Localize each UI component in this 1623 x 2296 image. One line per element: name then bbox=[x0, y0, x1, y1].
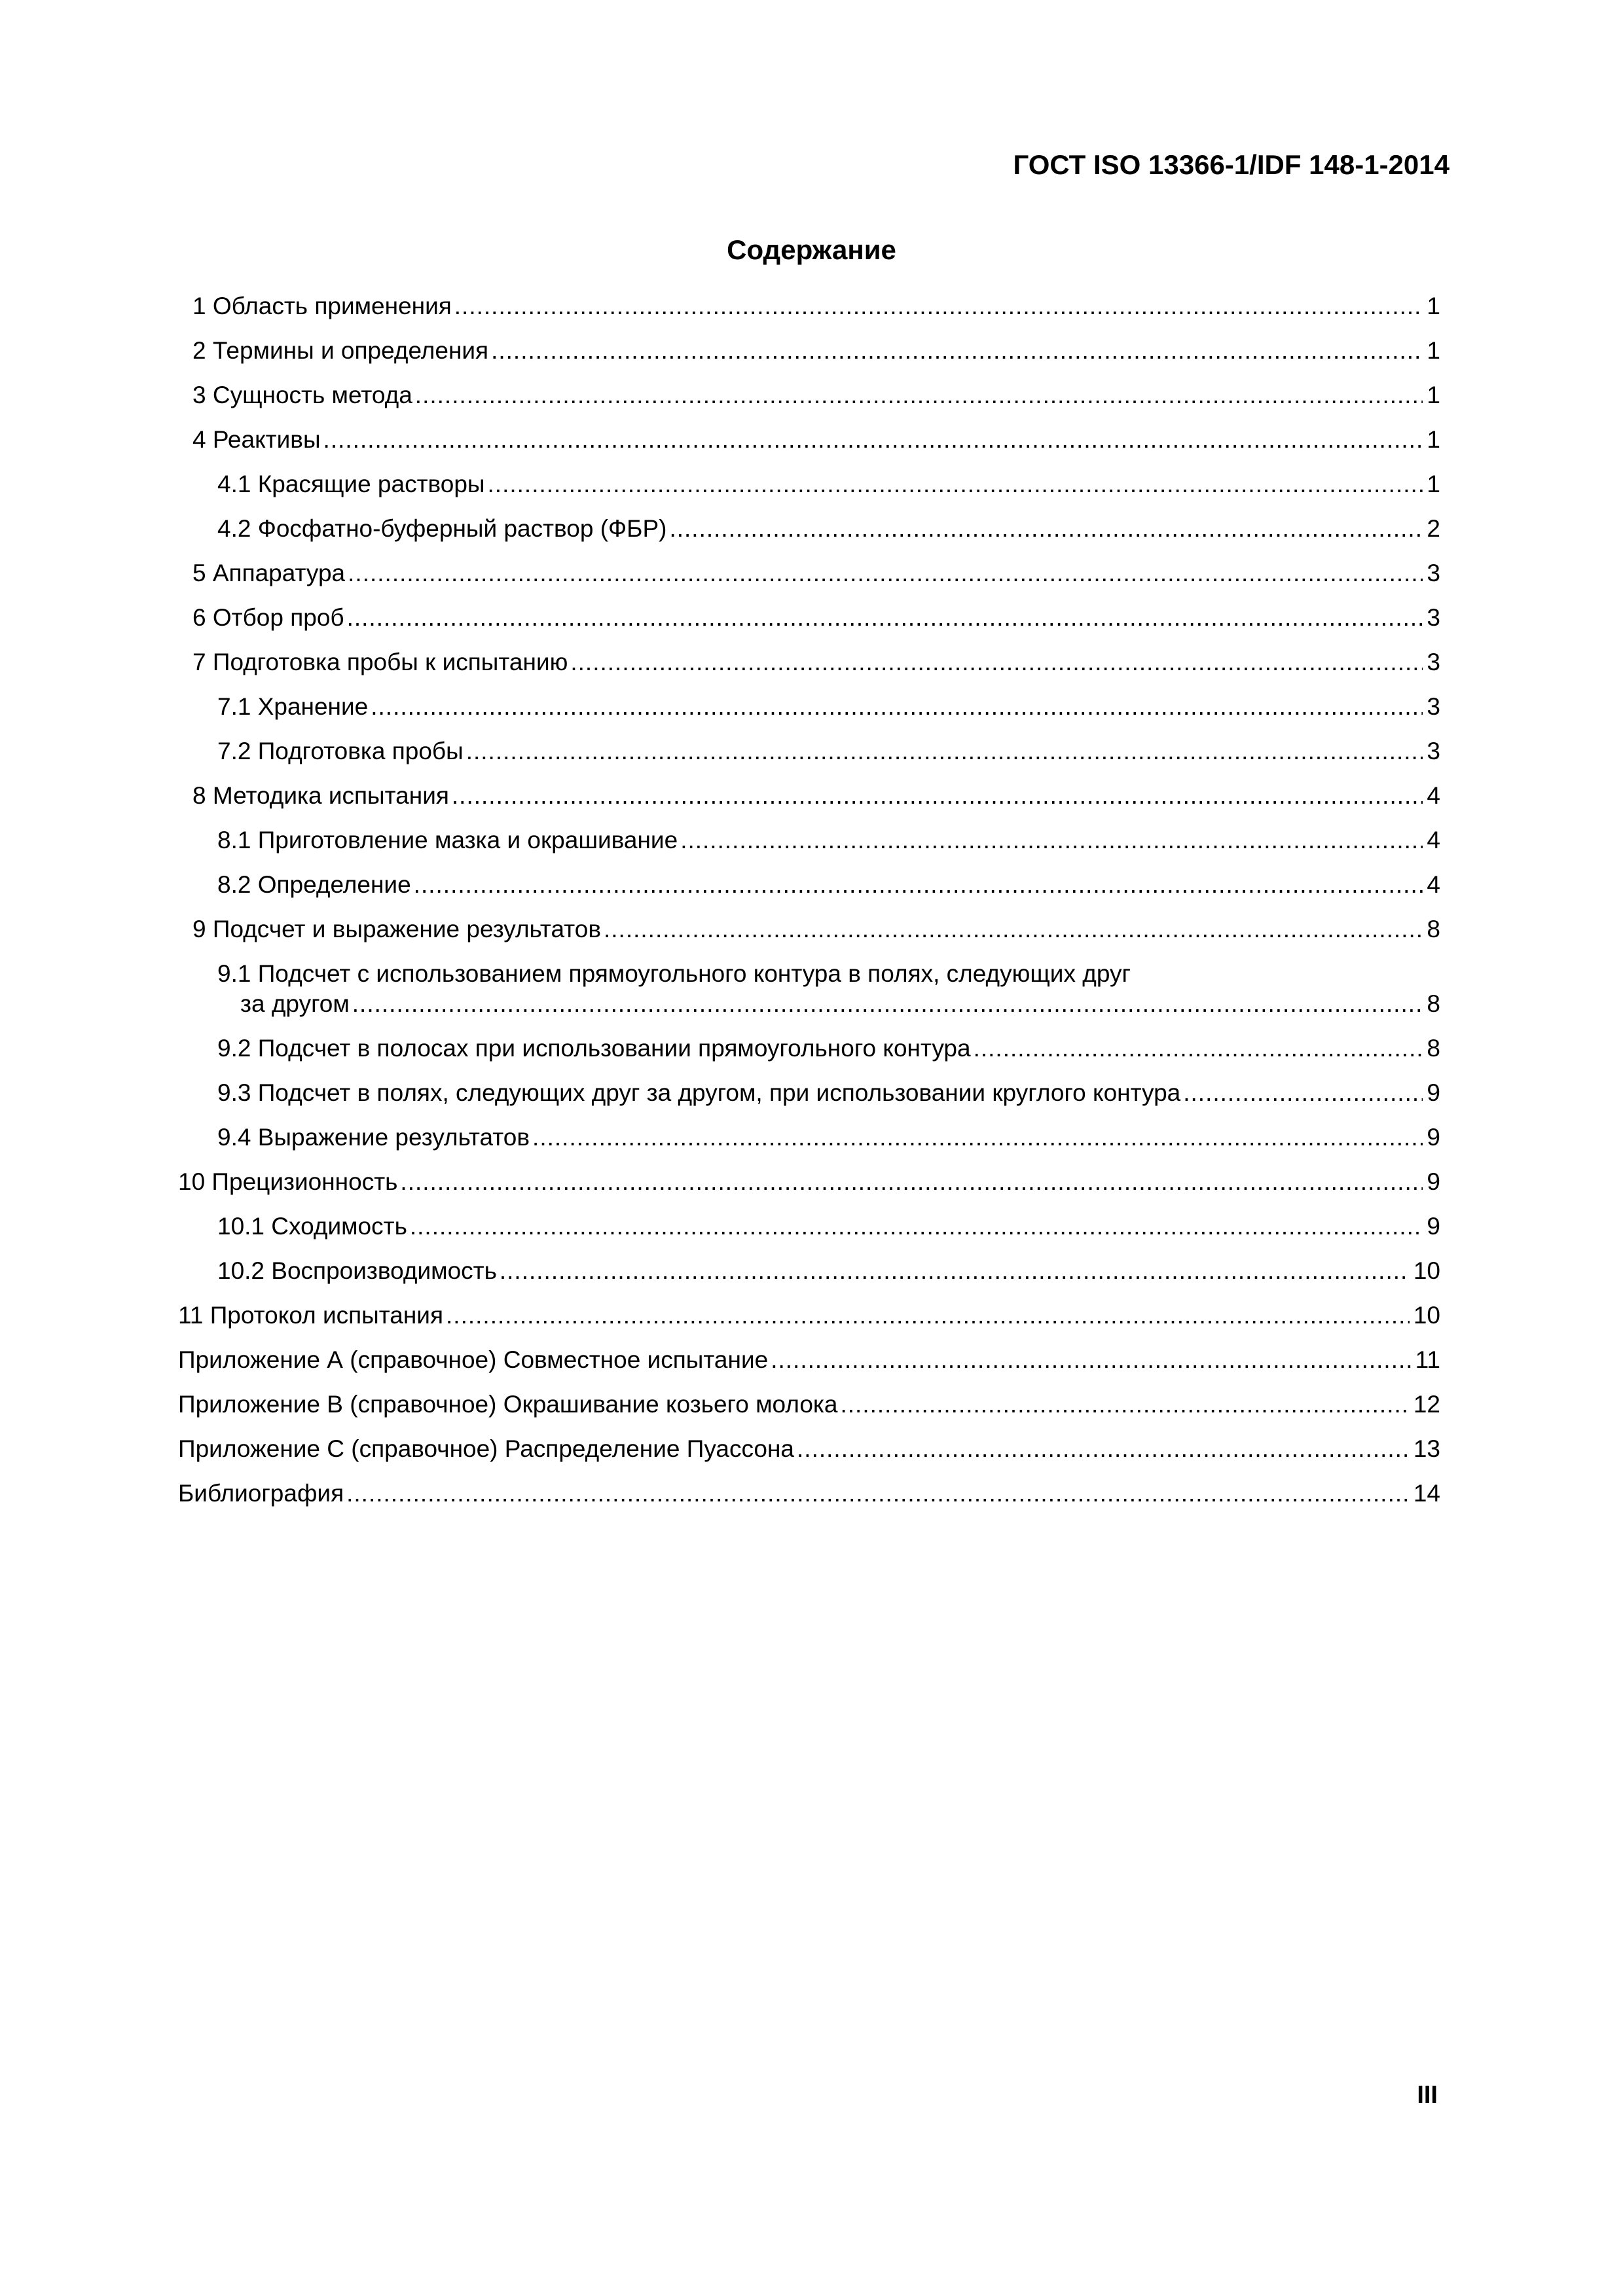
toc-entry[interactable] bbox=[178, 558, 1440, 588]
toc-entry-page: 8 bbox=[1427, 990, 1440, 1017]
toc-entry-page: 9 bbox=[1427, 1168, 1440, 1195]
toc-leader-dots bbox=[410, 1211, 1423, 1242]
toc-entry-page: 9 bbox=[1427, 1213, 1440, 1240]
toc-entry-label-continuation: за другом bbox=[240, 990, 350, 1017]
toc-leader-dots bbox=[415, 380, 1423, 410]
toc-entry-label: 11 Протокол испытания bbox=[178, 1302, 444, 1329]
toc-leader-dots bbox=[371, 692, 1423, 722]
toc-entry[interactable] bbox=[178, 291, 1440, 321]
toc-entry-label: 4 Реактивы bbox=[192, 426, 321, 453]
toc-leader-dots bbox=[1183, 1078, 1423, 1108]
toc-entry-page: 14 bbox=[1413, 1480, 1440, 1507]
toc-leader-dots bbox=[570, 647, 1423, 677]
toc-entry[interactable] bbox=[178, 959, 1440, 1019]
toc-entry-label: Библиография bbox=[178, 1480, 344, 1507]
toc-leader-dots bbox=[452, 781, 1423, 811]
toc-leader-dots bbox=[446, 1300, 1410, 1331]
toc-entry-page: 2 bbox=[1427, 515, 1440, 542]
toc-entry[interactable] bbox=[178, 1167, 1440, 1197]
toc-entry-page: 3 bbox=[1427, 560, 1440, 586]
toc-entry[interactable] bbox=[178, 380, 1440, 410]
toc-entry-label: 5 Аппаратура bbox=[192, 560, 346, 586]
toc-entry-page: 1 bbox=[1427, 382, 1440, 408]
document-code: ГОСТ ISO 13366-1/IDF 148-1-2014 bbox=[1013, 149, 1450, 180]
toc-leader-dots bbox=[323, 425, 1423, 455]
toc-entry[interactable] bbox=[178, 336, 1440, 366]
toc-entry-label: 8.1 Приготовление мазка и окрашивание bbox=[217, 827, 678, 853]
toc-leader-dots bbox=[500, 1256, 1410, 1286]
toc-entry-page: 13 bbox=[1413, 1435, 1440, 1462]
toc-entry-label: 7.2 Подготовка пробы bbox=[217, 738, 464, 764]
toc-leader-dots bbox=[414, 870, 1423, 900]
toc-entry-label: 6 Отбор проб bbox=[192, 604, 344, 631]
toc-entry[interactable] bbox=[178, 914, 1440, 944]
toc-entry-page: 3 bbox=[1427, 738, 1440, 764]
toc-entry-label: 10.2 Воспроизводимость bbox=[217, 1257, 497, 1284]
table-of-contents bbox=[178, 291, 1440, 1523]
toc-entry[interactable] bbox=[178, 1345, 1440, 1375]
toc-entry[interactable] bbox=[178, 514, 1440, 544]
toc-entry[interactable] bbox=[178, 469, 1440, 499]
toc-entry-label: 4.2 Фосфатно-буферный раствор (ФБР) bbox=[217, 515, 667, 542]
toc-entry-page: 3 bbox=[1427, 649, 1440, 675]
toc-leader-dots bbox=[771, 1345, 1411, 1375]
toc-entry[interactable] bbox=[178, 1300, 1440, 1331]
toc-entry-page: 11 bbox=[1415, 1346, 1440, 1373]
toc-entry[interactable] bbox=[178, 1434, 1440, 1464]
toc-entry-label: Приложение В (справочное) Окрашивание козьего молока bbox=[178, 1391, 838, 1418]
toc-entry[interactable] bbox=[178, 825, 1440, 855]
toc-entry[interactable] bbox=[178, 1256, 1440, 1286]
toc-entry-page: 3 bbox=[1427, 604, 1440, 631]
toc-entry-label: 9.3 Подсчет в полях, следующих друг за другом, при использовании круглого контура bbox=[217, 1079, 1181, 1106]
toc-leader-dots bbox=[400, 1167, 1423, 1197]
toc-entry-page: 12 bbox=[1413, 1391, 1440, 1418]
toc-entry-page: 1 bbox=[1427, 471, 1440, 497]
toc-leader-dots bbox=[840, 1390, 1409, 1420]
toc-title: Содержание bbox=[727, 234, 896, 265]
toc-entry-page: 10 bbox=[1413, 1302, 1440, 1329]
toc-entry[interactable] bbox=[178, 870, 1440, 900]
toc-entry[interactable] bbox=[178, 603, 1440, 633]
toc-leader-dots bbox=[347, 603, 1423, 633]
toc-entry-label: 9.2 Подсчет в полосах при использовании прямоугольного контура bbox=[217, 1035, 971, 1062]
toc-entry-page: 1 bbox=[1427, 337, 1440, 364]
toc-entry[interactable] bbox=[178, 736, 1440, 766]
toc-entry-label: 8 Методика испытания bbox=[192, 782, 449, 809]
toc-entry-label: 9.1 Подсчет с использованием прямоугольного контура в полях, следующих друг bbox=[217, 960, 1131, 987]
toc-entry-page: 4 bbox=[1427, 827, 1440, 853]
toc-entry-page: 4 bbox=[1427, 871, 1440, 898]
toc-entry-label: 9.4 Выражение результатов bbox=[217, 1124, 530, 1151]
toc-leader-dots bbox=[454, 291, 1423, 321]
toc-leader-dots bbox=[346, 1479, 1410, 1509]
toc-entry-label: 10.1 Сходимость bbox=[217, 1213, 407, 1240]
toc-entry-label: 4.1 Красящие растворы bbox=[217, 471, 485, 497]
toc-entry-label: 8.2 Определение bbox=[217, 871, 411, 898]
toc-entry[interactable] bbox=[178, 1078, 1440, 1108]
toc-entry[interactable] bbox=[178, 1211, 1440, 1242]
toc-entry[interactable] bbox=[178, 1479, 1440, 1509]
toc-entry-label: 10 Прецизионность bbox=[178, 1168, 398, 1195]
toc-entry-label: Приложение С (справочное) Распределение Пуассона bbox=[178, 1435, 795, 1462]
toc-entry[interactable] bbox=[178, 692, 1440, 722]
toc-leader-dots bbox=[974, 1033, 1423, 1064]
toc-entry[interactable] bbox=[178, 425, 1440, 455]
toc-entry[interactable] bbox=[178, 1033, 1440, 1064]
toc-entry-page: 10 bbox=[1413, 1257, 1440, 1284]
toc-leader-dots bbox=[797, 1434, 1410, 1464]
toc-entry-page: 3 bbox=[1427, 693, 1440, 720]
toc-entry-label: 7.1 Хранение bbox=[217, 693, 369, 720]
toc-entry[interactable] bbox=[178, 781, 1440, 811]
toc-entry[interactable] bbox=[178, 647, 1440, 677]
toc-entry-page: 9 bbox=[1427, 1124, 1440, 1151]
toc-entry-label: 1 Область применения bbox=[192, 293, 452, 319]
toc-leader-dots bbox=[532, 1122, 1423, 1153]
toc-entry-page: 9 bbox=[1427, 1079, 1440, 1106]
toc-entry[interactable] bbox=[178, 1122, 1440, 1153]
toc-leader-dots bbox=[680, 825, 1423, 855]
toc-entry-label: 7 Подготовка пробы к испытанию bbox=[192, 649, 568, 675]
toc-leader-dots bbox=[491, 336, 1423, 366]
toc-leader-dots bbox=[348, 558, 1423, 588]
toc-leader-dots bbox=[352, 989, 1423, 1019]
toc-entry-label: 3 Сущность метода bbox=[192, 382, 412, 408]
toc-leader-dots bbox=[669, 514, 1423, 544]
toc-leader-dots bbox=[604, 914, 1423, 944]
toc-leader-dots bbox=[488, 469, 1423, 499]
toc-leader-dots bbox=[466, 736, 1423, 766]
toc-entry-page: 1 bbox=[1427, 293, 1440, 319]
toc-entry-page: 8 bbox=[1427, 1035, 1440, 1062]
page-number: III bbox=[1417, 2081, 1438, 2109]
toc-entry-page: 1 bbox=[1427, 426, 1440, 453]
toc-entry-label: 2 Термины и определения bbox=[192, 337, 489, 364]
toc-entry-label: 9 Подсчет и выражение результатов bbox=[192, 916, 601, 942]
toc-entry[interactable] bbox=[178, 1390, 1440, 1420]
toc-entry-page: 8 bbox=[1427, 916, 1440, 942]
toc-entry-label: Приложение А (справочное) Совместное испытание bbox=[178, 1346, 769, 1373]
toc-entry-page: 4 bbox=[1427, 782, 1440, 809]
